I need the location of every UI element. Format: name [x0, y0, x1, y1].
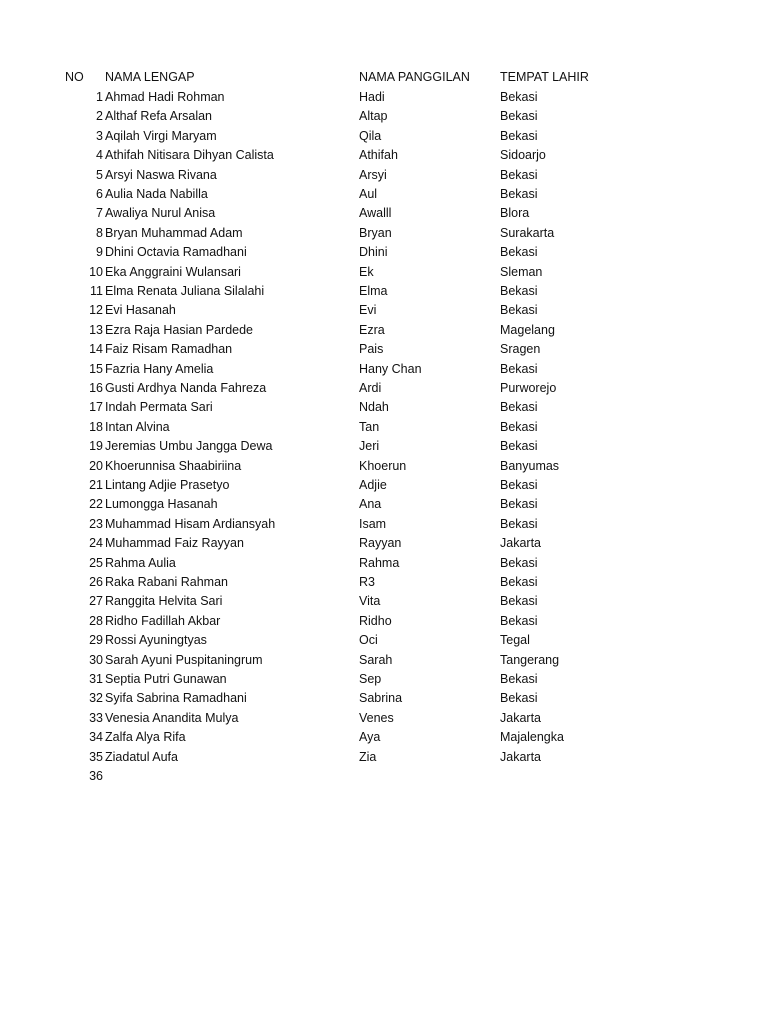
row-number: 20 [89, 458, 103, 473]
birthplace-cell: Blora [500, 206, 530, 221]
full-name-cell: Raka Rabani Rahman [105, 575, 228, 589]
table-row [0, 573, 768, 592]
nickname-cell: Vita [359, 594, 381, 609]
full-name-cell: Aulia Nada Nabilla [105, 187, 208, 201]
birthplace-cell: Sidoarjo [500, 148, 546, 163]
row-number: 25 [89, 555, 103, 570]
birthplace-cell: Sragen [500, 342, 541, 357]
birthplace-cell: Bekasi [500, 90, 538, 104]
full-name-cell: Arsyi Naswa Rivana [105, 167, 217, 182]
row-number: 19 [89, 439, 103, 454]
row-number: 30 [89, 652, 103, 667]
table-row [0, 340, 768, 359]
row-number: 33 [89, 710, 103, 725]
row-number: 3 [96, 128, 103, 143]
birthplace-cell: Bekasi [500, 516, 538, 531]
full-name-cell: Muhammad Hisam Ardiansyah [105, 516, 276, 531]
full-name-cell: Septia Putri Gunawan [105, 672, 227, 686]
row-number: 10 [89, 264, 103, 279]
nickname-cell: Pais [359, 342, 384, 357]
row-number: 21 [89, 478, 103, 492]
birthplace-cell: Bekasi [500, 187, 538, 201]
nickname-cell: Sabrina [359, 691, 403, 706]
row-number: 26 [89, 575, 103, 589]
table-row [0, 360, 768, 379]
birthplace-cell: Tangerang [500, 652, 560, 667]
table-row [0, 146, 768, 165]
nickname-cell: Ardi [359, 381, 382, 395]
row-number: 32 [89, 691, 103, 706]
row-number: 5 [96, 167, 103, 182]
header-full-name: NAMA LENGAP [105, 70, 195, 84]
table-row [0, 457, 768, 476]
table-row [0, 495, 768, 514]
full-name-cell: Indah Permata Sari [105, 400, 213, 415]
nickname-cell: Khoerun [359, 458, 407, 473]
nickname-cell: Ana [359, 497, 382, 512]
table-row [0, 263, 768, 282]
full-name-cell: Elma Renata Juliana Silalahi [105, 284, 265, 298]
row-number: 27 [89, 594, 103, 609]
nickname-cell: Ridho [359, 613, 392, 628]
row-number: 9 [96, 245, 103, 260]
table-row [0, 282, 768, 301]
full-name-cell: Ridho Fadillah Akbar [105, 613, 221, 628]
header-row [0, 68, 768, 87]
table-row [0, 592, 768, 611]
table-row [0, 321, 768, 340]
header-no: NO [65, 70, 84, 84]
row-number: 7 [96, 206, 103, 221]
row-number: 34 [89, 730, 103, 745]
row-number: 18 [89, 419, 103, 434]
full-name-cell: Faiz Risam Ramadhan [105, 342, 233, 357]
birthplace-cell: Purworejo [500, 381, 557, 395]
table-row [0, 88, 768, 107]
full-name-cell: Rossi Ayuningtyas [105, 633, 207, 648]
row-number: 31 [89, 672, 103, 686]
birthplace-cell: Bekasi [500, 691, 538, 706]
nickname-cell: Tan [359, 419, 380, 434]
header-nickname: NAMA PANGGILAN [359, 70, 470, 84]
table-row [0, 166, 768, 185]
full-name-cell: Althaf Refa Arsalan [105, 109, 213, 124]
nickname-cell: Ezra [359, 322, 385, 337]
row-number: 23 [89, 516, 103, 531]
birthplace-cell: Bekasi [500, 167, 538, 182]
birthplace-cell [500, 767, 700, 786]
table-row [0, 748, 768, 767]
birthplace-cell: Tegal [500, 633, 530, 648]
full-name-cell: Khoerunnisa Shaabiriina [105, 458, 242, 473]
row-number: 8 [96, 225, 103, 240]
full-name-cell: Ahmad Hadi Rohman [105, 90, 225, 104]
table-row [0, 398, 768, 417]
full-name-cell: Ezra Raja Hasian Pardede [105, 322, 253, 337]
row-number: 2 [96, 109, 103, 124]
birthplace-cell: Bekasi [500, 245, 538, 260]
full-name-cell [105, 767, 355, 786]
table-row [0, 204, 768, 223]
table-row [0, 437, 768, 456]
full-name-cell: Fazria Hany Amelia [105, 361, 214, 376]
row-number: 13 [89, 322, 103, 337]
row-number: 14 [89, 342, 103, 357]
row-number: 36 [89, 769, 103, 783]
table-row [0, 612, 768, 631]
full-name-cell: Muhammad Faiz Rayyan [105, 536, 244, 551]
table-row [0, 301, 768, 320]
nickname-cell: Ek [359, 264, 374, 279]
table-row [0, 651, 768, 670]
birthplace-cell: Jakarta [500, 710, 541, 725]
nickname-cell: Athifah [359, 148, 398, 163]
nickname-cell: Adjie [359, 478, 387, 492]
row-number: 22 [89, 497, 103, 512]
full-name-cell: Ziadatul Aufa [105, 749, 178, 764]
birthplace-cell: Banyumas [500, 458, 560, 473]
nickname-cell: Aul [359, 187, 378, 201]
birthplace-cell: Bekasi [500, 400, 538, 415]
birthplace-cell: Bekasi [500, 594, 538, 609]
row-number: 1 [96, 90, 103, 104]
nickname-cell: Hany Chan [359, 361, 422, 376]
table-row [0, 767, 768, 786]
table-row [0, 107, 768, 126]
nickname-cell: R3 [359, 575, 375, 589]
nickname-cell: Sep [359, 672, 382, 686]
nickname-cell: Elma [359, 284, 388, 298]
nickname-cell: Rahma [359, 555, 400, 570]
header-birthplace: TEMPAT LAHIR [500, 70, 589, 84]
birthplace-cell: Jakarta [500, 536, 541, 551]
full-name-cell: Evi Hasanah [105, 303, 176, 318]
birthplace-cell: Majalengka [500, 730, 564, 745]
table-row [0, 185, 768, 204]
nickname-cell: Bryan [359, 225, 392, 240]
row-number: 12 [89, 303, 103, 318]
table-row [0, 127, 768, 146]
full-name-cell: Dhini Octavia Ramadhani [105, 245, 247, 260]
birthplace-cell: Magelang [500, 322, 555, 337]
birthplace-cell: Bekasi [500, 672, 538, 686]
birthplace-cell: Bekasi [500, 478, 538, 492]
nickname-cell: Dhini [359, 245, 388, 260]
birthplace-cell: Bekasi [500, 613, 538, 628]
birthplace-cell: Bekasi [500, 128, 538, 143]
birthplace-cell: Bekasi [500, 497, 538, 512]
nickname-cell: Rayyan [359, 536, 402, 551]
table-row [0, 379, 768, 398]
row-number: 16 [89, 381, 103, 395]
table-row [0, 631, 768, 650]
row-number: 29 [89, 633, 103, 648]
full-name-cell: Ranggita Helvita Sari [105, 594, 223, 609]
nickname-cell: Zia [359, 749, 377, 764]
nickname-cell: Isam [359, 516, 387, 531]
table-row [0, 476, 768, 495]
birthplace-cell: Bekasi [500, 419, 538, 434]
row-number: 4 [96, 148, 103, 163]
full-name-cell: Lintang Adjie Prasetyo [105, 478, 230, 492]
full-name-cell: Eka Anggraini Wulansari [105, 264, 241, 279]
full-name-cell: Gusti Ardhya Nanda Fahreza [105, 381, 267, 395]
birthplace-cell: Bekasi [500, 109, 538, 124]
table-row [0, 418, 768, 437]
nickname-cell: Arsyi [359, 167, 387, 182]
full-name-cell: Lumongga Hasanah [105, 497, 218, 512]
nickname-cell: Evi [359, 303, 377, 318]
row-number: 15 [89, 361, 103, 376]
full-name-cell: Syifa Sabrina Ramadhani [105, 691, 247, 706]
birthplace-cell: Bekasi [500, 439, 538, 454]
full-name-cell: Bryan Muhammad Adam [105, 225, 243, 240]
birthplace-cell: Bekasi [500, 555, 538, 570]
birthplace-cell: Surakarta [500, 225, 555, 240]
row-number: 35 [89, 749, 103, 764]
birthplace-cell: Jakarta [500, 749, 541, 764]
full-name-cell: Awaliya Nurul Anisa [105, 206, 216, 221]
nickname-cell: Oci [359, 633, 378, 648]
row-number: 11 [90, 284, 103, 298]
row-number: 6 [96, 187, 103, 201]
nickname-cell: Altap [359, 109, 388, 124]
birthplace-cell: Bekasi [500, 361, 538, 376]
row-number: 28 [89, 613, 103, 628]
table-row [0, 709, 768, 728]
full-name-cell: Athifah Nitisara Dihyan Calista [105, 148, 274, 163]
nickname-cell: Sarah [359, 652, 393, 667]
full-name-cell: Aqilah Virgi Maryam [105, 128, 217, 143]
table-row [0, 534, 768, 553]
nickname-cell: Hadi [359, 90, 385, 104]
full-name-cell: Intan Alvina [105, 419, 170, 434]
row-number: 24 [89, 536, 103, 551]
nickname-cell: Jeri [359, 439, 380, 454]
row-number: 17 [89, 400, 103, 415]
nickname-cell [359, 767, 494, 786]
nickname-cell: Awalll [359, 206, 392, 221]
full-name-cell: Rahma Aulia [105, 555, 176, 570]
birthplace-cell: Sleman [500, 264, 543, 279]
table-row [0, 728, 768, 747]
full-name-cell: Sarah Ayuni Puspitaningrum [105, 652, 263, 667]
nickname-cell: Aya [359, 730, 381, 745]
table-row [0, 515, 768, 534]
table-row [0, 554, 768, 573]
nickname-cell: Venes [359, 710, 394, 725]
birthplace-cell: Bekasi [500, 284, 538, 298]
full-name-cell: Venesia Anandita Mulya [105, 710, 239, 725]
nickname-cell: Ndah [359, 400, 389, 415]
table-row [0, 670, 768, 689]
birthplace-cell: Bekasi [500, 575, 538, 589]
table-row [0, 243, 768, 262]
table-row [0, 689, 768, 708]
nickname-cell: Qila [359, 128, 382, 143]
full-name-cell: Jeremias Umbu Jangga Dewa [105, 439, 273, 454]
birthplace-cell: Bekasi [500, 303, 538, 318]
table-row [0, 224, 768, 243]
full-name-cell: Zalfa Alya Rifa [105, 730, 186, 745]
